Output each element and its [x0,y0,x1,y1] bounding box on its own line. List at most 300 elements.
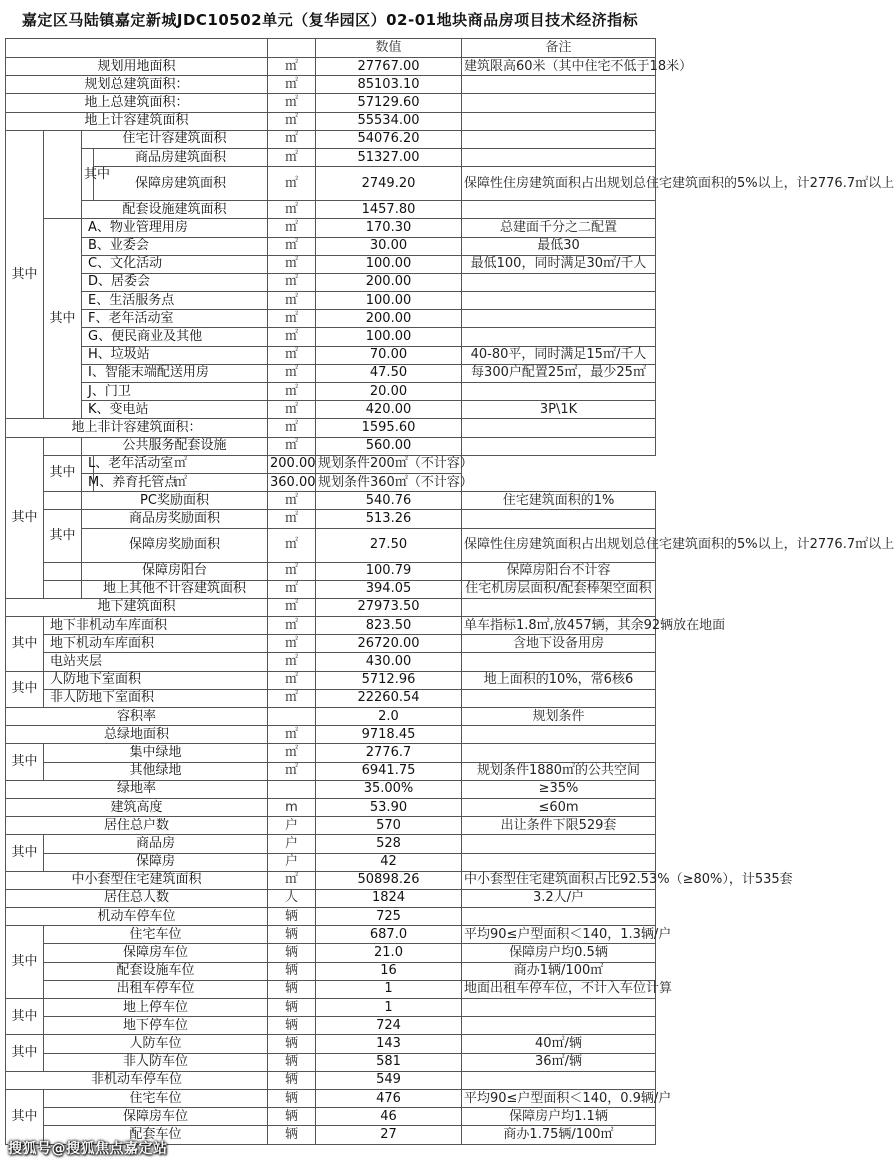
value-cell: 27767.00 [316,58,462,76]
table-row [6,1017,656,1035]
value-cell: 16 [316,962,462,980]
note-cell [462,130,656,148]
note-cell: 总建面千分之二配置 [462,219,656,237]
value-cell: 513.26 [316,510,462,528]
item-name: 保障房车位 [44,1108,268,1126]
item-name: 集中绿地 [44,744,268,762]
group-label: 其中 [6,744,44,780]
value-cell: 100.79 [316,562,462,580]
item-name: I、智能末端配送用房 [82,364,268,382]
value-cell: 581 [316,1053,462,1071]
value-cell: 725 [316,908,462,926]
note-cell [462,653,656,671]
item-name: D、居委会 [82,273,268,291]
table-row [6,273,656,291]
unit-cell: ㎡ [268,492,316,510]
item-name: 保障房车位 [44,944,268,962]
unit-cell: ㎡ [268,237,316,255]
note-cell: 规划条件360㎡（不计容） [316,473,462,491]
unit-cell: ㎡ [268,364,316,382]
unit-cell: ㎡ [268,328,316,346]
spacer-cell [44,580,82,598]
item-name: 配套车位 [44,1126,268,1144]
value-cell: 30.00 [316,237,462,255]
item-name: 保障房建筑面积 [94,167,268,201]
table-row [6,798,656,816]
item-name: 住宅车位 [44,1089,268,1107]
value-cell: 100.00 [316,255,462,273]
unit-cell: ㎡ [268,528,316,562]
note-cell: 保障性住房建筑面积占出规划总住宅建筑面积的5%以上，计2776.7㎡以上 [462,167,656,201]
unit-cell: 辆 [268,1017,316,1035]
table-row [6,853,656,871]
group-label: 其中 [6,926,44,999]
unit-cell: ㎡ [268,726,316,744]
note-cell [462,112,656,130]
unit-cell: ㎡ [268,148,316,166]
table-row [6,980,656,998]
value-cell: 420.00 [316,401,462,419]
value-cell: 51327.00 [316,148,462,166]
item-name: H、垃圾站 [82,346,268,364]
unit-cell: ㎡ [268,383,316,401]
spacer-cell [44,562,82,580]
unit-cell: 辆 [268,1035,316,1053]
item-name: 电站夹层 [44,653,268,671]
table-row [6,1108,656,1126]
value-cell: 570 [316,817,462,835]
item-name: 保障房奖励面积 [82,528,268,562]
note-cell [462,437,656,455]
item-name: A、物业管理用房 [82,219,268,237]
table-row [6,492,656,510]
unit-cell: ㎡ [268,112,316,130]
note-cell [462,744,656,762]
note-cell: 最低30 [462,237,656,255]
item-name: 配套设施建筑面积 [82,201,268,219]
item-name: 出租车停车位 [44,980,268,998]
group-label: 其中 [82,148,94,200]
item-name: F、老年活动室 [82,310,268,328]
unit-cell: 辆 [268,1126,316,1144]
value-cell: 360.00 [268,473,316,491]
item-name: 地上总建筑面积： [6,94,268,112]
note-cell: 每300户配置25㎡，最少25㎡ [462,364,656,382]
note-cell: 住宅机房层面积/配套棒架空面积 [462,580,656,598]
value-cell: 42 [316,853,462,871]
group-label: 其中 [44,455,82,491]
group-label: 其中 [6,617,44,672]
group-label: 其中 [6,835,44,871]
note-cell [462,908,656,926]
table-row [6,419,656,437]
table-row [6,383,656,401]
unit-cell: ㎡ [268,273,316,291]
table-row [6,908,656,926]
spacer-cell [44,492,82,510]
value-cell: 1 [316,999,462,1017]
item-name: 商品房奖励面积 [82,510,268,528]
table-row [6,780,656,798]
note-cell: 36㎡/辆 [462,1053,656,1071]
unit-cell: ㎡ [268,437,316,455]
note-cell: 地上面积的10%，常6核6 [462,671,656,689]
unit-cell [268,708,316,726]
page-title: 嘉定区马陆镇嘉定新城JDC10502单元（复华园区）02-01地块商品房项目技术经济指标 [21,10,639,29]
unit-cell: ㎡ [268,635,316,653]
unit-cell: 辆 [268,926,316,944]
note-cell [462,510,656,528]
item-name: 商品房 [44,835,268,853]
unit-cell: ㎡ [268,617,316,635]
item-name: 配套设施车位 [44,962,268,980]
table-row [6,58,656,76]
item-name: 地下非机动车库面积 [44,617,268,635]
table-row [6,726,656,744]
value-cell: 55534.00 [316,112,462,130]
note-cell: 商办1.75辆/100㎡ [462,1126,656,1144]
value-cell: 85103.10 [316,76,462,94]
table-row [6,1089,656,1107]
value-cell: 47.50 [316,364,462,382]
value-cell: 540.76 [316,492,462,510]
header-row [6,39,656,58]
value-cell: 27 [316,1126,462,1144]
unit-cell: 人 [268,889,316,907]
table-row [6,1035,656,1053]
group-label: 其中 [6,999,44,1035]
unit-cell: 辆 [268,1071,316,1089]
table-row [6,455,656,473]
value-cell: 53.90 [316,798,462,816]
table-row [6,653,656,671]
table-row [6,889,656,907]
item-name: 中小套型住宅建筑面积 [6,871,268,889]
unit-cell: ㎡ [268,580,316,598]
note-cell: 含地下设备用房 [462,635,656,653]
table-row [6,148,656,166]
value-cell: 724 [316,1017,462,1035]
value-cell: 22260.54 [316,689,462,707]
header-value: 数值 [316,39,462,58]
table-row [6,1053,656,1071]
table-row [6,671,656,689]
item-name: 规划总建筑面积： [6,76,268,94]
note-cell [462,1071,656,1089]
unit-cell: ㎡ [268,871,316,889]
unit-cell: 辆 [268,1089,316,1107]
unit-cell: ㎡ [268,562,316,580]
item-name: 人防地下室面积 [44,671,268,689]
item-name: 总绿地面积 [6,726,268,744]
value-cell: 2776.7 [316,744,462,762]
item-name: E、生活服务点 [82,292,268,310]
table-row [6,76,656,94]
value-cell: 100.00 [316,328,462,346]
table-row [6,689,656,707]
note-cell: 保障房户均1.1辆 [462,1108,656,1126]
unit-cell: ㎡ [268,401,316,419]
table-row [6,112,656,130]
unit-cell: 辆 [268,908,316,926]
note-cell: 保障房户均0.5辆 [462,944,656,962]
item-name: J、门卫 [82,383,268,401]
note-cell: 3P\1K [462,401,656,419]
table-row [6,762,656,780]
item-name: 人防车位 [44,1035,268,1053]
item-name: K、变电站 [82,401,268,419]
item-name: 住宅计容建筑面积 [82,130,268,148]
item-name: 地上停车位 [44,999,268,1017]
unit-cell: m [268,798,316,816]
item-name: 规划用地面积 [6,58,268,76]
group-label: 其中 [6,1089,44,1144]
table-row [6,94,656,112]
unit-cell: ㎡ [268,58,316,76]
spacer-cell [44,437,82,455]
group-label: 其中 [6,1035,44,1071]
table-row [6,201,656,219]
value-cell: 394.05 [316,580,462,598]
value-cell: 6941.75 [316,762,462,780]
unit-cell: ㎡ [268,419,316,437]
note-cell [462,383,656,401]
group-label: 其中 [6,671,44,707]
value-cell: 2.0 [316,708,462,726]
item-name: 保障房阳台 [82,562,268,580]
note-cell: ≤60m [462,798,656,816]
note-cell: 规划条件1880㎡的公共空间 [462,762,656,780]
note-cell: ≥35% [462,780,656,798]
item-name: 其他绿地 [44,762,268,780]
note-cell: 出让条件下限529套 [462,817,656,835]
item-name: 居住总户数 [6,817,268,835]
value-cell: 26720.00 [316,635,462,653]
unit-cell: ㎡ [268,94,316,112]
unit-cell: ㎡ [94,455,268,473]
item-name: 非人防车位 [44,1053,268,1071]
item-name: 商品房建筑面积 [94,148,268,166]
table-row [6,437,656,455]
note-cell: 地面出租车停车位，不计入车位计算 [462,980,656,998]
note-cell [462,1017,656,1035]
note-cell [462,148,656,166]
unit-cell: ㎡ [268,219,316,237]
group-label: 其中 [44,510,82,562]
table-row [6,635,656,653]
item-name: M、养育托管点 [82,473,94,491]
unit-cell: ㎡ [268,255,316,273]
table-row [6,237,656,255]
table-row [6,744,656,762]
table-row [6,962,656,980]
table-row [6,817,656,835]
table-row [6,255,656,273]
note-cell: 保障房阳台不计容 [462,562,656,580]
note-cell: 中小套型住宅建筑面积占比92.53%（≥80%），计535套 [462,871,656,889]
note-cell [462,853,656,871]
unit-cell: ㎡ [268,76,316,94]
value-cell: 200.00 [268,455,316,473]
table-row [6,708,656,726]
note-cell [462,328,656,346]
note-cell: 平均90≤户型面积＜140，0.9辆/户 [462,1089,656,1107]
value-cell: 430.00 [316,653,462,671]
unit-cell: 户 [268,853,316,871]
unit-cell: ㎡ [268,762,316,780]
note-cell [462,726,656,744]
note-cell: 40㎡/辆 [462,1035,656,1053]
value-cell: 476 [316,1089,462,1107]
value-cell: 27.50 [316,528,462,562]
item-name: PC奖励面积 [82,492,268,510]
value-cell: 1 [316,980,462,998]
table-row [6,510,656,528]
item-name: 地下建筑面积 [6,598,268,616]
item-name: L、老年活动室 [82,455,94,473]
table-row [6,617,656,635]
value-cell: 5712.96 [316,671,462,689]
table-row [6,328,656,346]
table-row [6,364,656,382]
group-label: 其中 [6,437,44,598]
item-name: 居住总人数 [6,889,268,907]
note-cell [462,598,656,616]
note-cell: 规划条件 [462,708,656,726]
value-cell: 70.00 [316,346,462,364]
unit-cell: 辆 [268,962,316,980]
note-cell: 3.2人/户 [462,889,656,907]
item-name: 地上计容建筑面积 [6,112,268,130]
item-name: 地上其他不计容建筑面积 [82,580,268,598]
note-cell [462,94,656,112]
unit-cell: ㎡ [94,473,268,491]
unit-cell: 辆 [268,999,316,1017]
group-label: 其中 [6,130,44,419]
table-row [6,598,656,616]
unit-cell: 辆 [268,980,316,998]
note-cell [462,273,656,291]
table-row [6,580,656,598]
item-name: 住宅车位 [44,926,268,944]
unit-cell: ㎡ [268,292,316,310]
note-cell [462,292,656,310]
unit-cell: ㎡ [268,689,316,707]
unit-cell: 辆 [268,1053,316,1071]
note-cell: 单车指标1.8㎡,放457辆，其余92辆放在地面 [462,617,656,635]
spacer-cell [44,130,82,219]
value-cell: 1457.80 [316,201,462,219]
unit-cell: 辆 [268,944,316,962]
value-cell: 549 [316,1071,462,1089]
value-cell: 100.00 [316,292,462,310]
note-cell: 建筑限高60米（其中住宅不低于18米） [462,58,656,76]
value-cell: 200.00 [316,273,462,291]
unit-cell: ㎡ [268,510,316,528]
value-cell: 46 [316,1108,462,1126]
item-name: 保障房 [44,853,268,871]
table-row [6,346,656,364]
unit-cell: 户 [268,835,316,853]
item-name: 公共服务配套设施 [82,437,268,455]
item-name: 非人防地下室面积 [44,689,268,707]
table-row [6,130,656,148]
note-cell [462,999,656,1017]
value-cell: 20.00 [316,383,462,401]
note-cell: 保障性住房建筑面积占出规划总住宅建筑面积的5%以上，计2776.7㎡以上 [462,528,656,562]
watermark: 搜狐号@搜狐焦点嘉定站 [8,1141,168,1157]
note-cell [462,835,656,853]
item-name: 地上非计容建筑面积： [6,419,268,437]
item-name: 容积率 [6,708,268,726]
table-row [6,219,656,237]
value-cell: 27973.50 [316,598,462,616]
value-cell: 9718.45 [316,726,462,744]
note-cell: 商办1辆/100㎡ [462,962,656,980]
note-cell: 平均90≤户型面积＜140，1.3辆/户 [462,926,656,944]
value-cell: 200.00 [316,310,462,328]
unit-cell: ㎡ [268,130,316,148]
table-row [6,1071,656,1089]
value-cell: 1595.60 [316,419,462,437]
value-cell: 50898.26 [316,871,462,889]
value-cell: 1824 [316,889,462,907]
table-row [6,562,656,580]
value-cell: 143 [316,1035,462,1053]
table-row [6,926,656,944]
table-row [6,401,656,419]
unit-cell: 户 [268,817,316,835]
table-row [6,835,656,853]
note-cell [462,419,656,437]
unit-cell: ㎡ [268,167,316,201]
item-name: 地下机动车库面积 [44,635,268,653]
table-row [6,473,656,491]
unit-cell: ㎡ [268,744,316,762]
value-cell: 21.0 [316,944,462,962]
item-name: 机动车停车位 [6,908,268,926]
group-label: 其中 [44,219,82,419]
value-cell: 170.30 [316,219,462,237]
unit-cell: ㎡ [268,346,316,364]
note-cell [462,689,656,707]
unit-cell: ㎡ [268,653,316,671]
note-cell [462,310,656,328]
item-name: 建筑高度 [6,798,268,816]
table-row [6,528,656,562]
note-cell [462,201,656,219]
item-name: C、文化活动 [82,255,268,273]
value-cell: 560.00 [316,437,462,455]
header-note: 备注 [462,39,656,58]
unit-cell: ㎡ [268,310,316,328]
value-cell: 687.0 [316,926,462,944]
unit-cell: ㎡ [268,671,316,689]
table-row [6,310,656,328]
unit-cell [268,780,316,798]
note-cell [462,76,656,94]
table-row [6,292,656,310]
value-cell: 35.00% [316,780,462,798]
table-row [6,871,656,889]
value-cell: 57129.60 [316,94,462,112]
table-row [6,999,656,1017]
note-cell: 住宅建筑面积的1% [462,492,656,510]
unit-cell: 辆 [268,1108,316,1126]
item-name: 地下停车位 [44,1017,268,1035]
indicator-table [5,38,894,1145]
value-cell: 54076.20 [316,130,462,148]
